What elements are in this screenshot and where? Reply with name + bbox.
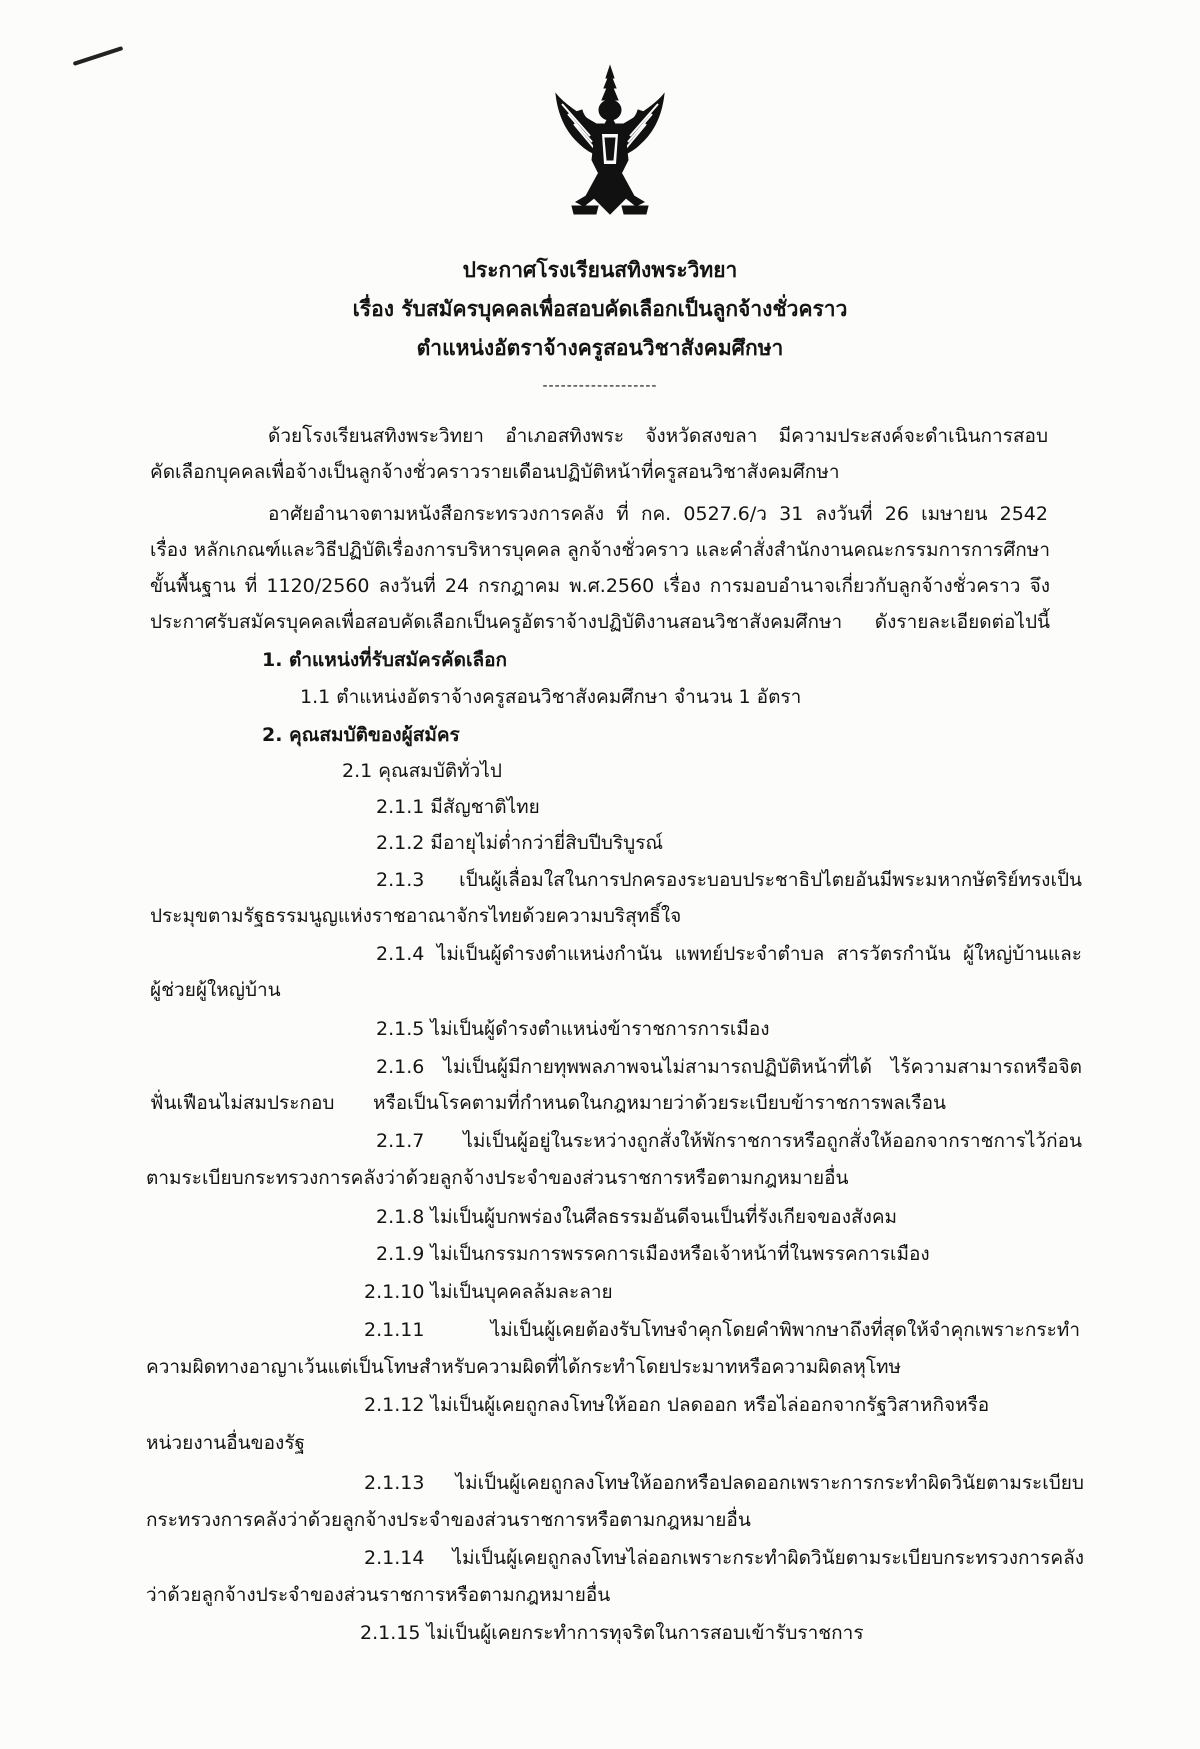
pen-mark <box>73 46 124 66</box>
item-2-1-2: 2.1.2 มีอายุไม่ต่ำกว่ายี่สิบปีบริบูรณ์ <box>376 832 664 854</box>
item-2-1-6-line-2: ฟั่นเฟือนไม่สมประกอบ หรือเป็นโรคตามที่กำหนดในกฎหมายว่าด้วยระเบียบข้าราชการพลเรือน <box>150 1092 946 1114</box>
intro-line-2: คัดเลือกบุคคลเพื่อจ้างเป็นลูกจ้างชั่วคราวรายเดือนปฏิบัติหน้าที่ครูสอนวิชาสังคมศึกษา <box>150 461 840 483</box>
section-2-1: 2.1 คุณสมบัติทั่วไป <box>342 760 502 782</box>
item-2-1-11-line-2: ความผิดทางอาญาเว้นแต่เป็นโทษสำหรับความผิดที่ได้กระทำโดยประมาทหรือความผิดลหุโทษ <box>146 1356 902 1378</box>
title-separator: ------------------- <box>542 378 658 394</box>
authority-line-2: เรื่อง หลักเกณฑ์และวิธีปฏิบัติเรื่องการบริหารบุคคล ลูกจ้างชั่วคราว และคำสั่งสำนักงานคณะกรรมการการศึกษา <box>150 539 1050 561</box>
section-1-1: 1.1 ตำแหน่งอัตราจ้างครูสอนวิชาสังคมศึกษา จำนวน 1 อัตรา <box>300 686 802 708</box>
item-2-1-15: 2.1.15 ไม่เป็นผู้เคยกระทำการทุจริตในการสอบเข้ารับราชการ <box>360 1622 864 1644</box>
intro-line-1: ด้วยโรงเรียนสทิงพระวิทยา อำเภอสทิงพระ จังหวัดสงขลา มีความประสงค์จะดำเนินการสอบ <box>268 425 1048 447</box>
item-2-1-14-line-2: ว่าด้วยลูกจ้างประจำของส่วนราชการหรือตามกฎหมายอื่น <box>146 1584 611 1606</box>
subject-line: เรื่อง รับสมัครบุคคลเพื่อสอบคัดเลือกเป็นลูกจ้างชั่วคราว <box>352 297 848 321</box>
item-2-1-5: 2.1.5 ไม่เป็นผู้ดำรงตำแหน่งข้าราชการการเมือง <box>376 1018 770 1040</box>
authority-line-1: อาศัยอำนาจตามหนังสือกระทรวงการคลัง ที่ กค. 0527.6/ว 31 ลงวันที่ 26 เมษายน 2542 <box>268 503 1048 525</box>
authority-line-4: ประกาศรับสมัครบุคคลเพื่อสอบคัดเลือกเป็นครูอัตราจ้างปฏิบัติงานสอนวิชาสังคมศึกษา ดังรายละเอียดต่อไปนี้ <box>150 611 1050 633</box>
item-2-1-3-line-2: ประมุขตามรัฐธรรมนูญแห่งราชอาณาจักรไทยด้วยความบริสุทธิ์ใจ <box>150 905 682 927</box>
item-2-1-14-line-1: 2.1.14 ไม่เป็นผู้เคยถูกลงโทษไล่ออกเพราะกระทำผิดวินัยตามระเบียบกระทรวงการคลัง <box>364 1547 1084 1569</box>
item-2-1-12-line-1: 2.1.12 ไม่เป็นผู้เคยถูกลงโทษให้ออก ปลดออก หรือไล่ออกจากรัฐวิสาหกิจหรือ <box>364 1394 990 1416</box>
item-2-1-11-line-1: 2.1.11 ไม่เป็นผู้เคยต้องรับโทษจำคุกโดยคำพิพากษาถึงที่สุดให้จำคุกเพราะกระทำ <box>364 1319 1080 1341</box>
item-2-1-3-line-1: 2.1.3 เป็นผู้เลื่อมใสในการปกครองระบอบประชาธิปไตยอันมีพระมหากษัตริย์ทรงเป็น <box>376 869 1082 891</box>
item-2-1-12-line-2: หน่วยงานอื่นของรัฐ <box>146 1432 306 1454</box>
item-2-1-7-line-1: 2.1.7 ไม่เป็นผู้อยู่ในระหว่างถูกสั่งให้พักราชการหรือถูกสั่งให้ออกจากราชการไว้ก่อน <box>376 1130 1082 1152</box>
item-2-1-10: 2.1.10 ไม่เป็นบุคคลล้มละลาย <box>364 1281 613 1303</box>
item-2-1-13-line-1: 2.1.13 ไม่เป็นผู้เคยถูกลงโทษให้ออกหรือปลดออกเพราะการกระทำผิดวินัยตามระเบียบ <box>364 1472 1084 1494</box>
section-1-heading: 1. ตำแหน่งที่รับสมัครคัดเลือก <box>262 649 508 671</box>
authority-line-3: ขั้นพื้นฐาน ที่ 1120/2560 ลงวันที่ 24 กรกฎาคม พ.ศ.2560 เรื่อง การมอบอำนาจเกี่ยวกับลูกจ้างชั่วคราว จึง <box>150 575 1050 597</box>
item-2-1-13-line-2: กระทรวงการคลังว่าด้วยลูกจ้างประจำของส่วนราชการหรือตามกฎหมายอื่น <box>146 1509 751 1531</box>
item-2-1-9: 2.1.9 ไม่เป็นกรรมการพรรคการเมืองหรือเจ้าหน้าที่ในพรรคการเมือง <box>376 1243 930 1265</box>
section-2-heading: 2. คุณสมบัติของผู้สมัคร <box>262 724 460 746</box>
item-2-1-8: 2.1.8 ไม่เป็นผู้บกพร่องในศีลธรรมอันดีจนเป็นที่รังเกียจของสังคม <box>376 1206 898 1228</box>
garuda-emblem-icon <box>550 64 670 224</box>
item-2-1-4-line-2: ผู้ช่วยผู้ใหญ่บ้าน <box>150 979 281 1001</box>
item-2-1-4-line-1: 2.1.4 ไม่เป็นผู้ดำรงตำแหน่งกำนัน แพทย์ประจำตำบล สารวัตรกำนัน ผู้ใหญ่บ้านและ <box>376 943 1082 965</box>
item-2-1-7-line-2: ตามระเบียบกระทรวงการคลังว่าด้วยลูกจ้างประจำของส่วนราชการหรือตามกฎหมายอื่น <box>146 1167 849 1189</box>
item-2-1-6-line-1: 2.1.6 ไม่เป็นผู้มีกายทุพพลภาพจนไม่สามารถปฏิบัติหน้าที่ได้ ไร้ความสามารถหรือจิต <box>376 1056 1082 1078</box>
item-2-1-1: 2.1.1 มีสัญชาติไทย <box>376 796 540 818</box>
announcement-title: ประกาศโรงเรียนสทิงพระวิทยา <box>462 258 738 282</box>
position-title: ตำแหน่งอัตราจ้างครูสอนวิชาสังคมศึกษา <box>416 336 784 360</box>
